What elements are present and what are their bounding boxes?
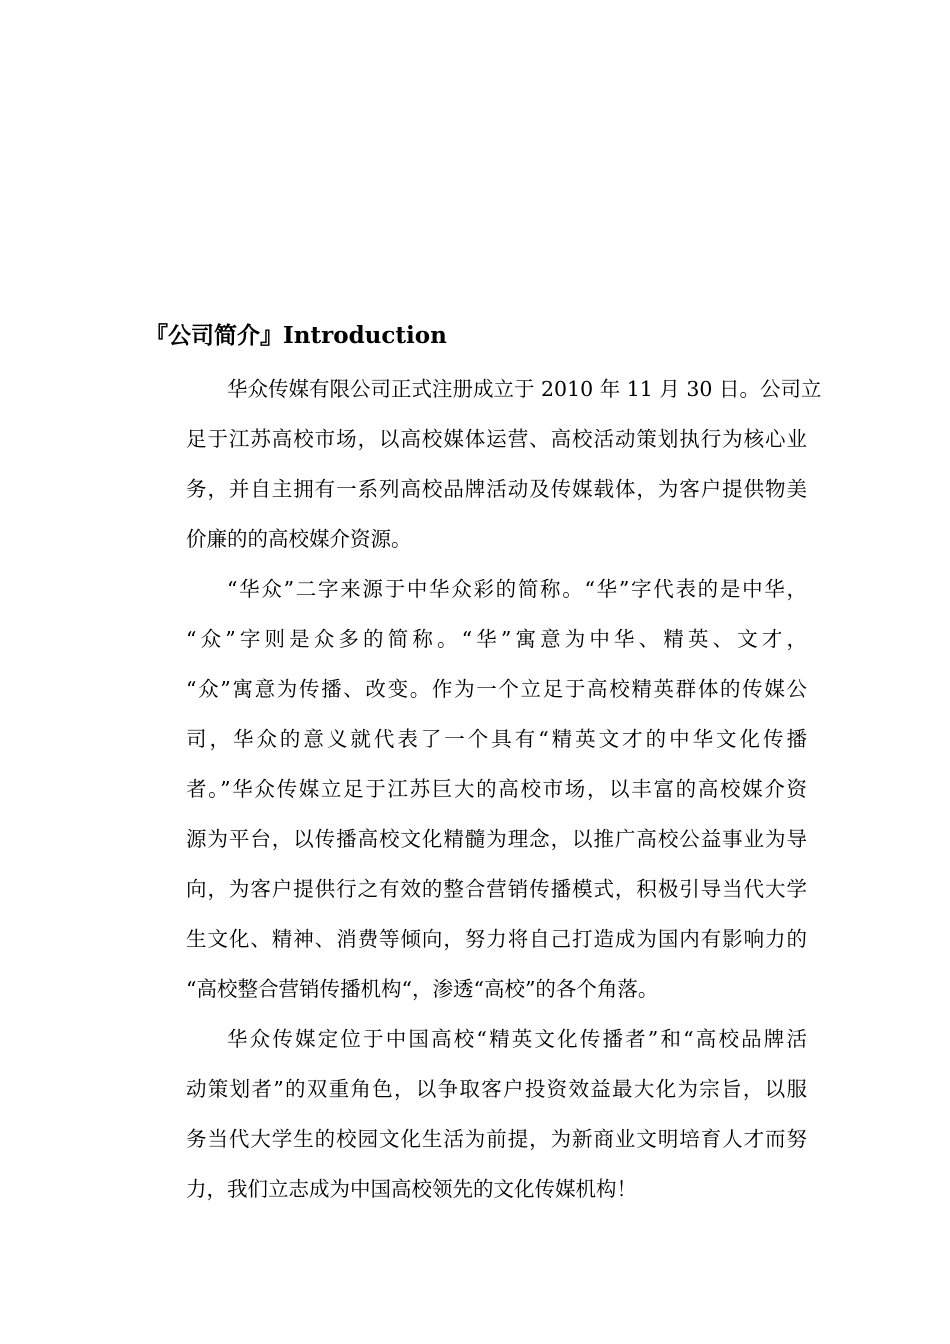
section-heading: 『公司简介』Introduction xyxy=(145,322,447,349)
document-body xyxy=(145,316,822,1214)
paragraph-line: 力，我们立志成为中国高校领先的文化传媒机构！ xyxy=(186,1177,637,1201)
paragraph-line: 生文化、精神、消费等倾向，努力将自己打造成为国内有影响力的 xyxy=(186,927,807,951)
paragraph-3 xyxy=(145,1014,807,1214)
paragraph-line: 司，华众的意义就代表了一个具有“精英文才的中华文化传播 xyxy=(186,727,807,751)
paragraph-line: 华众传媒定位于中国高校“精英文化传播者”和“高校品牌活 xyxy=(227,1027,807,1051)
paragraph-line: 源为平台，以传播高校文化精髓为理念，以推广高校公益事业为导 xyxy=(186,827,807,851)
paragraph-line: 足于江苏高校市场，以高校媒体运营、高校活动策划执行为核心业 xyxy=(186,427,807,451)
paragraph-line: “华众”二字来源于中华众彩的简称。“华”字代表的是中华， xyxy=(227,577,807,601)
paragraph-line: 向，为客户提供行之有效的整合营销传播模式，积极引导当代大学 xyxy=(186,877,807,901)
paragraph-2 xyxy=(145,564,807,1014)
paragraph-line: 务当代大学生的校园文化生活为前提，为新商业文明培育人才而努 xyxy=(186,1127,807,1151)
paragraph-line: “众”寓意为传播、改变。作为一个立足于高校精英群体的传媒公 xyxy=(186,677,807,701)
paragraph-line: “高校整合营销传播机构“，渗透“高校”的各个角落。 xyxy=(186,977,659,1001)
paragraph-line: 务，并自主拥有一系列高校品牌活动及传媒载体，为客户提供物美 xyxy=(186,477,807,501)
paragraph-1 xyxy=(145,364,822,564)
paragraph-line: 者。”华众传媒立足于江苏巨大的高校市场，以丰富的高校媒介资 xyxy=(186,777,807,801)
paragraph-line: 动策划者”的双重角色，以争取客户投资效益最大化为宗旨，以服 xyxy=(186,1077,807,1101)
paragraph-line: 价廉的的高校媒介资源。 xyxy=(186,527,412,551)
paragraph-line: “众”字则是众多的简称。“华”寓意为中华、精英、文才， xyxy=(186,627,807,651)
paragraph-line: 华众传媒有限公司正式注册成立于 2010 年 11 月 30 日。公司立 xyxy=(227,377,822,401)
